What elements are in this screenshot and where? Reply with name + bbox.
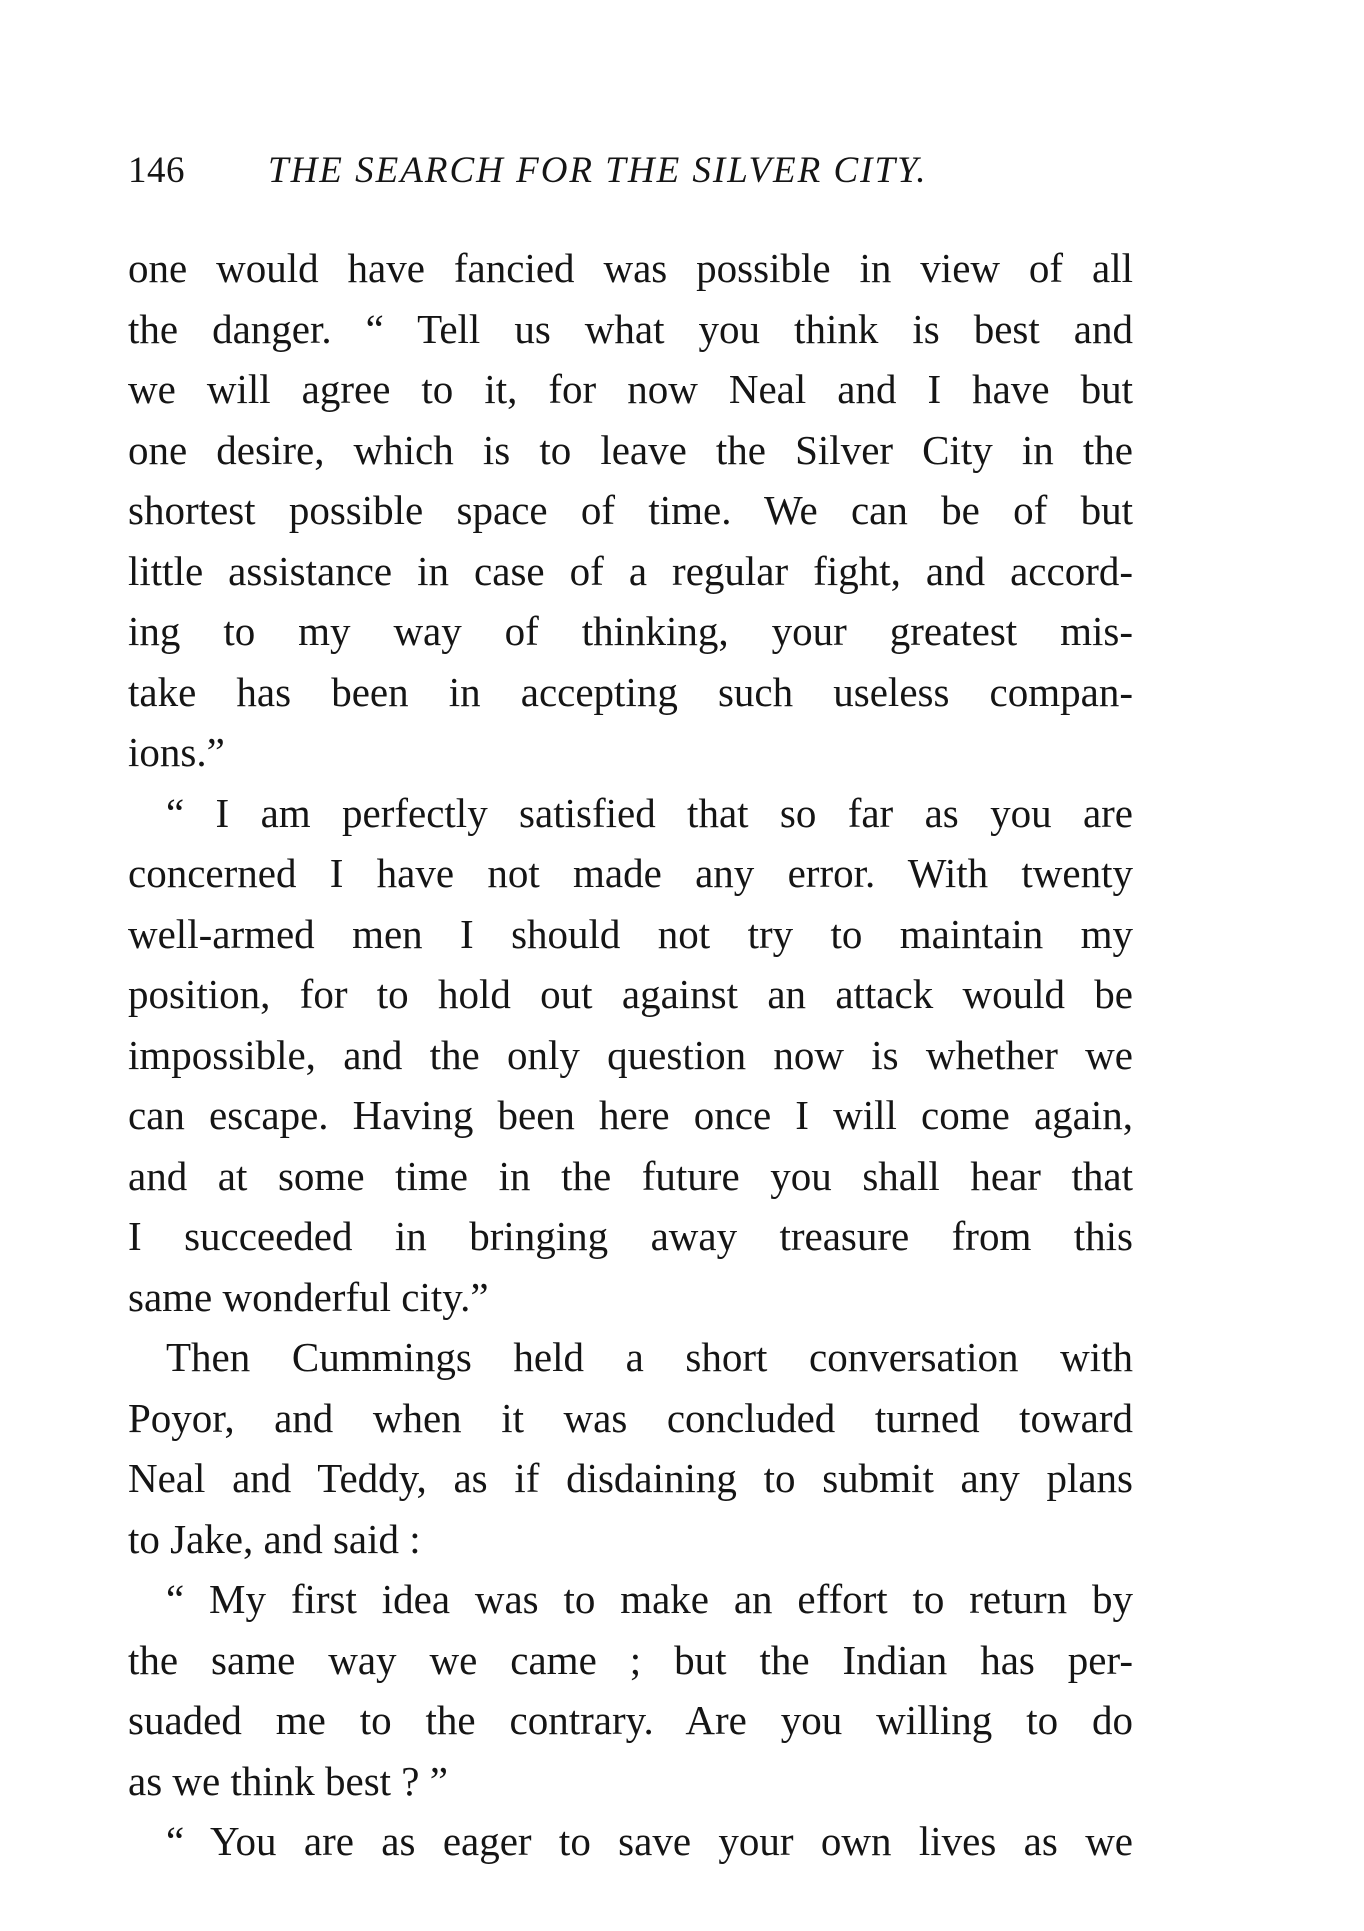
paragraph-start-line: “ You are as eager to save your own lives as we: [166, 1818, 1133, 1864]
text-line: and at some time in the future you shall hear that: [128, 1152, 1133, 1199]
text-line: as we think best ? ”: [128, 1757, 448, 1804]
text-line: Poyor, and when it was concluded turned toward: [128, 1394, 1133, 1441]
text-line: take has been in accepting such useless compan-: [128, 668, 1133, 715]
text-line: one desire, which is to leave the Silver City in the: [128, 426, 1133, 473]
text-line: ions.”: [128, 729, 225, 775]
text-line: concerned I have not made any error. With twenty: [128, 850, 1133, 896]
paragraph-start-line: “ My first idea was to make an effort to return by: [166, 1576, 1133, 1622]
text-line: little assistance in case of a regular fight, and accord-: [128, 547, 1133, 594]
paragraph-start-line: “ I am perfectly satisfied that so far as you are: [166, 789, 1133, 836]
text-line: we will agree to it, for now Neal and I have but: [128, 366, 1133, 412]
page-number: 146: [128, 150, 185, 191]
text-line: shortest possible space of time. We can be of but: [128, 487, 1133, 533]
body-text: [128, 238, 1133, 1872]
text-line: same wonderful city.”: [128, 1273, 489, 1320]
text-line: impossible, and the only question now is whether we: [128, 1031, 1133, 1078]
text-line: position, for to hold out against an attack would be: [128, 971, 1133, 1017]
text-line: can escape. Having been here once I will come again,: [128, 1092, 1133, 1138]
text-line: the danger. “ Tell us what you think is best and: [128, 305, 1133, 352]
text-line: I succeeded in bringing away treasure from this: [128, 1213, 1133, 1259]
paragraph-start-line: Then Cummings held a short conversation with: [166, 1334, 1133, 1380]
text-line: one would have fancied was possible in view of all: [128, 245, 1133, 291]
text-line: suaded me to the contrary. Are you willing to do: [128, 1697, 1133, 1743]
text-line: the same way we came ; but the Indian has per-: [128, 1636, 1133, 1683]
page-header: [128, 146, 1133, 196]
text-line: Neal and Teddy, as if disdaining to submit any plans: [128, 1455, 1133, 1501]
text-line: well-armed men I should not try to maintain my: [128, 910, 1133, 957]
text-line: ing to my way of thinking, your greatest mis-: [128, 608, 1133, 654]
text-line: to Jake, and said :: [128, 1515, 421, 1562]
running-title: THE SEARCH FOR THE SILVER CITY.: [268, 150, 928, 191]
